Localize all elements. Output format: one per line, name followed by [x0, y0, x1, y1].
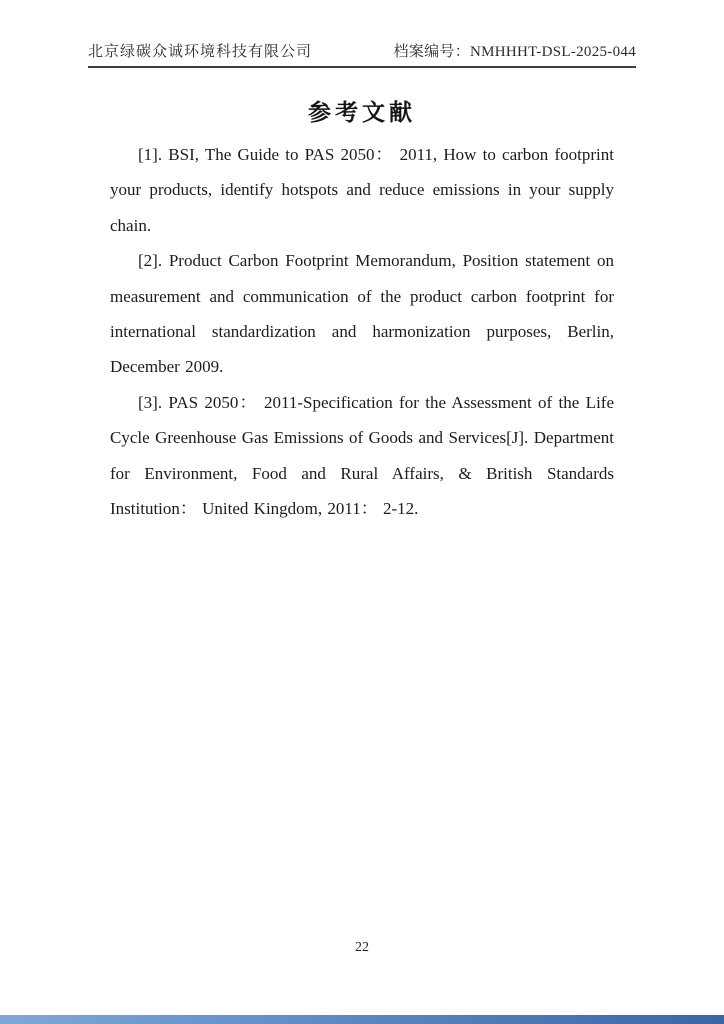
- reference-item: [1]. BSI, The Guide to PAS 2050： 2011, How to carbon footprint your products, identify hotspots and reduce emissions in your supply chain.: [110, 145, 614, 235]
- doc-number-label: 档案编号：: [393, 44, 471, 60]
- page-header: [88, 40, 636, 68]
- reference-item: [2]. Product Carbon Footprint Memorandum, Position statement on measurement and communication of the product carbon footprint for international standardization and harmonization purposes, Berlin, December 2009.: [110, 251, 614, 377]
- doc-number: [394, 40, 637, 61]
- reference-item: [3]. PAS 2050： 2011-Specification for the Assessment of the Life Cycle Greenhouse Gas Emissions of Goods and Services[J]. Department for Environment, Food and Rural Affairs, & British Standards Institution： United Kingdom, 2011： 2-12.: [110, 392, 614, 519]
- doc-number-value: NMHHHT-DSL-2025-044: [470, 44, 636, 60]
- references-list: [110, 137, 614, 526]
- page-title: 参考文献: [308, 100, 416, 125]
- company-name: 北京绿碳众诚环境科技有限公司: [88, 44, 313, 60]
- page-number: 22: [355, 940, 369, 955]
- footer-decorative-bar: [0, 1015, 724, 1024]
